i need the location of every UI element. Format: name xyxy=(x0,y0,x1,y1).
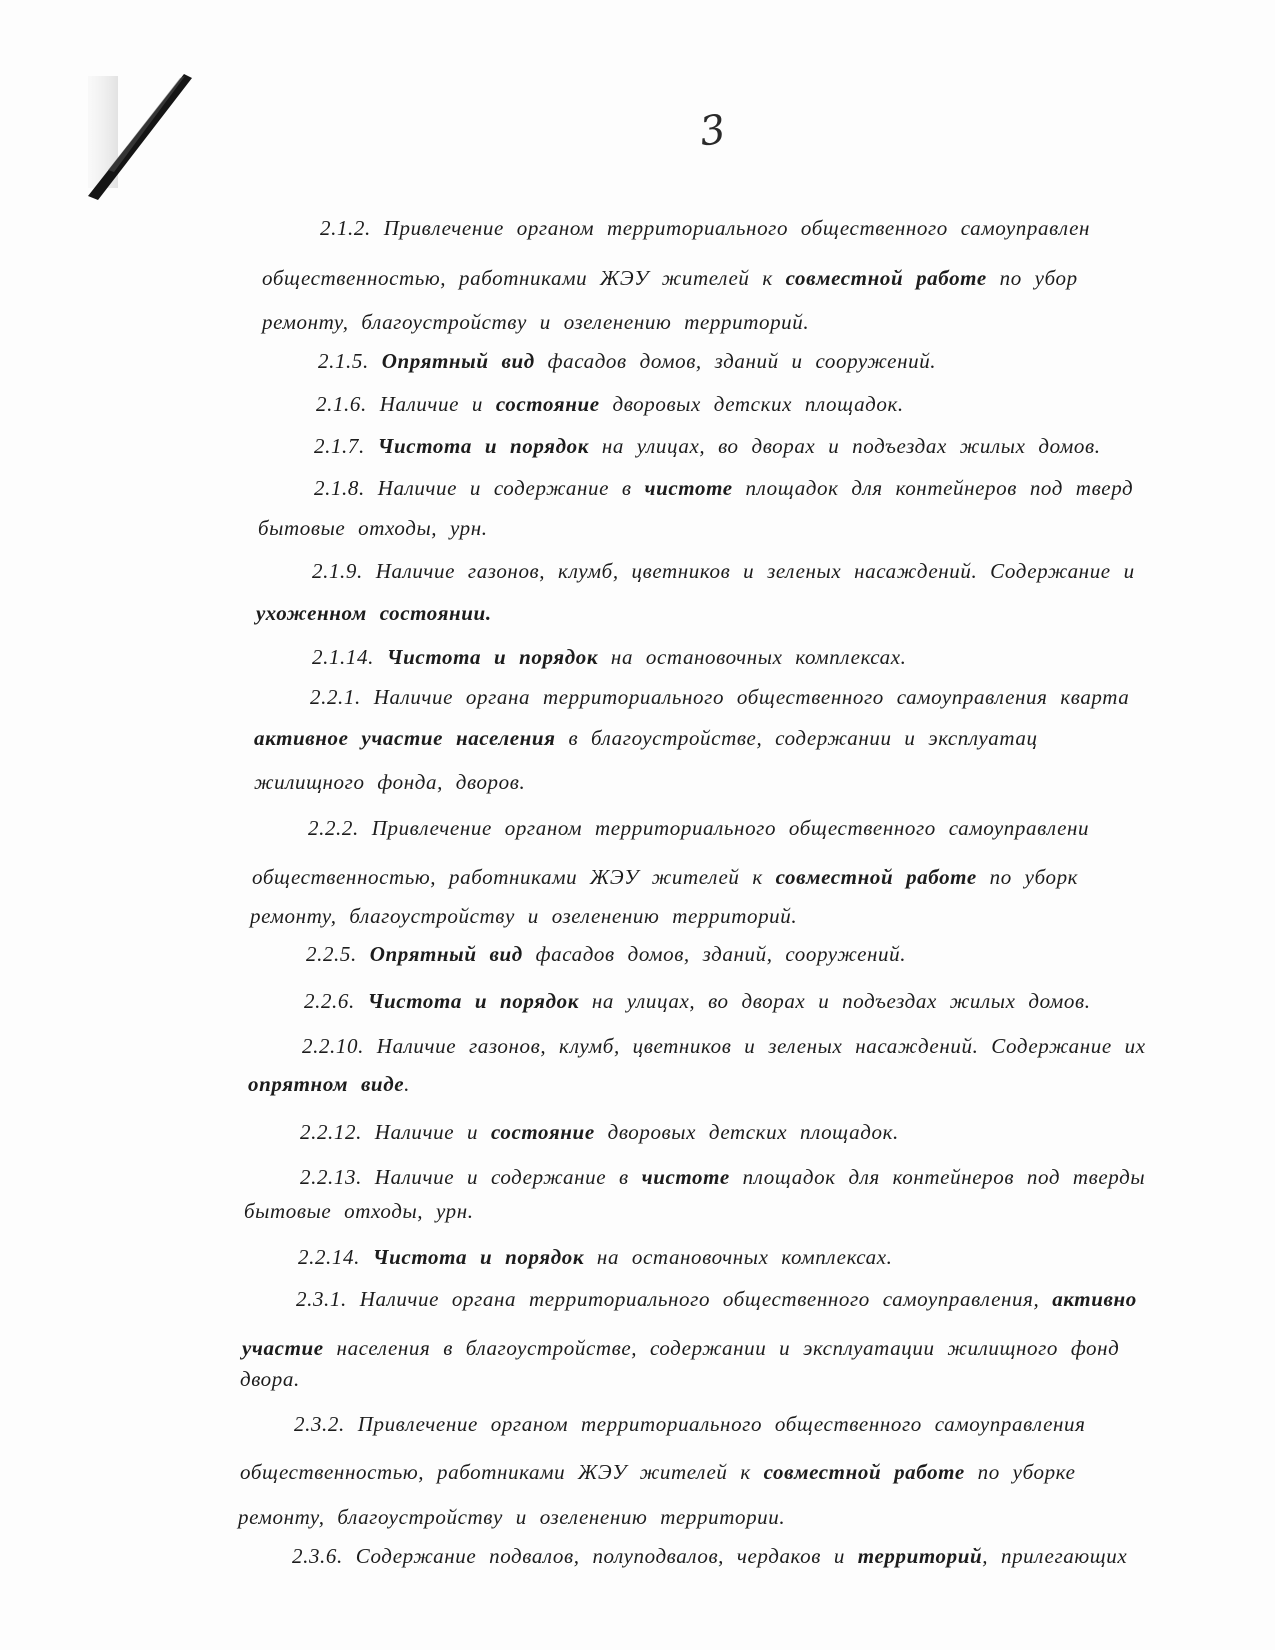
text-segment: 2.1.9. Наличие газонов, клумб, цветников и зеленых насаждений. Содержание и xyxy=(312,559,1135,583)
text-segment: дворовых детских площадок. xyxy=(599,392,904,416)
text-segment: 2.2.14. xyxy=(298,1245,373,1269)
bold-text: Опрятный вид xyxy=(369,942,523,966)
text-segment: 2.2.2. Привлечение органом территориального общественного самоуправлени xyxy=(308,816,1090,840)
paragraph-2-2-12-line-1 xyxy=(300,1116,899,1149)
bold-text: Опрятный вид xyxy=(381,349,535,373)
text-segment: фасадов домов, зданий, сооружений. xyxy=(522,942,907,966)
staple-mark xyxy=(84,72,204,208)
text-segment: 2.2.12. Наличие и xyxy=(300,1120,491,1144)
bold-text: состояние xyxy=(490,1120,595,1144)
bold-text: чистоте xyxy=(644,476,733,500)
paragraph-2-2-10-line-1 xyxy=(302,1030,1146,1063)
text-segment: 2.1.14. xyxy=(312,645,387,669)
paragraph-2-1-9-line-2 xyxy=(256,597,492,630)
text-segment: 2.1.2. Привлечение органом территориального общественного самоуправлен xyxy=(320,216,1091,240)
text-segment: 2.2.13. Наличие и содержание в xyxy=(300,1165,642,1189)
paragraph-2-2-13-line-2 xyxy=(244,1195,474,1228)
bold-text: территорий xyxy=(857,1544,983,1568)
text-segment: по уборк xyxy=(976,865,1079,889)
bold-text: чистоте xyxy=(641,1165,730,1189)
text-segment: на остановочных комплексах. xyxy=(598,645,907,669)
bold-text: Чистота и порядок xyxy=(377,434,589,458)
paragraph-2-2-1-line-2 xyxy=(254,722,1038,755)
bold-text: состояние xyxy=(495,392,600,416)
text-segment: 2.3.1. Наличие органа территориального общественного самоуправления, xyxy=(296,1287,1053,1311)
text-segment: по уборке xyxy=(964,1460,1076,1484)
paragraph-2-1-2-line-3 xyxy=(262,306,809,339)
text-segment: 2.3.6. Содержание подвалов, полуподвалов, чердаков и xyxy=(292,1544,858,1568)
paragraph-2-3-2-line-2 xyxy=(240,1456,1076,1489)
bold-text: активно xyxy=(1052,1287,1137,1311)
text-segment: дворовых детских площадок. xyxy=(594,1120,899,1144)
text-segment: на улицах, во дворах и подъездах жилых домов. xyxy=(578,989,1091,1013)
text-segment: 2.1.5. xyxy=(318,349,382,373)
text-segment: фасадов домов, зданий и сооружений. xyxy=(534,349,937,373)
paragraph-2-1-9-line-1 xyxy=(312,555,1135,588)
paragraph-2-3-1-line-1 xyxy=(296,1283,1137,1316)
paragraph-2-2-10-line-2 xyxy=(248,1068,410,1101)
bold-text: совместной работе xyxy=(785,266,987,290)
text-segment: ремонту, благоустройству и озеленению территории. xyxy=(238,1505,786,1529)
paragraph-2-3-1-line-3 xyxy=(240,1363,300,1396)
text-segment: 2.2.10. Наличие газонов, клумб, цветников и зеленых насаждений. Содержание их xyxy=(302,1034,1146,1058)
paragraph-2-2-1-line-1 xyxy=(310,681,1129,714)
text-segment: площадок для контейнеров под тверд xyxy=(732,476,1134,500)
text-segment: жилищного фонда, дворов. xyxy=(254,770,526,794)
text-segment: на улицах, во дворах и подъездах жилых домов. xyxy=(588,434,1101,458)
text-segment: . xyxy=(404,1072,411,1096)
page-number: 3 xyxy=(696,106,729,156)
text-segment: 2.3.2. Привлечение органом территориального общественного самоуправления xyxy=(294,1412,1086,1436)
text-segment: 2.1.8. Наличие и содержание в xyxy=(314,476,645,500)
bold-text: участие xyxy=(242,1336,324,1360)
paragraph-2-3-2-line-3 xyxy=(238,1501,785,1534)
text-segment: общественностью, работниками ЖЭУ жителей к xyxy=(252,865,776,889)
bold-text: Чистота и порядок xyxy=(372,1245,585,1269)
paragraph-2-2-2-line-2 xyxy=(252,861,1078,894)
text-segment: 2.1.6. Наличие и xyxy=(316,392,496,416)
paragraph-2-1-14-line-1 xyxy=(312,641,906,674)
text-segment: 2.2.6. xyxy=(304,989,368,1013)
bold-text: Чистота и порядок xyxy=(386,645,599,669)
paragraph-2-1-8-line-2 xyxy=(258,512,488,545)
paragraph-2-2-2-line-3 xyxy=(250,900,797,933)
text-segment: , прилегающих xyxy=(982,1544,1128,1568)
text-segment: ремонту, благоустройству и озеленению территорий. xyxy=(250,904,798,928)
text-segment: общественностью, работниками ЖЭУ жителей к xyxy=(262,266,786,290)
paragraph-2-2-13-line-1 xyxy=(300,1161,1145,1194)
paragraph-2-3-1-line-2 xyxy=(242,1332,1119,1365)
paragraph-2-3-6-line-1 xyxy=(292,1540,1127,1573)
text-segment: площадок для контейнеров под тверды xyxy=(729,1165,1146,1189)
text-segment: по убор xyxy=(986,266,1078,290)
text-segment: 2.2.5. xyxy=(306,942,370,966)
paragraph-2-2-14-line-1 xyxy=(298,1241,892,1274)
text-segment: бытовые отходы, урн. xyxy=(258,516,488,540)
text-segment: общественностью, работниками ЖЭУ жителей к xyxy=(240,1460,764,1484)
paragraph-2-1-2-line-1 xyxy=(320,212,1090,245)
paragraph-2-3-2-line-1 xyxy=(294,1408,1086,1441)
paragraph-2-2-6-line-1 xyxy=(304,985,1091,1018)
paragraph-2-1-2-line-2 xyxy=(262,262,1078,295)
paragraph-2-1-6-line-1 xyxy=(316,388,904,421)
text-segment: на остановочных комплексах. xyxy=(584,1245,893,1269)
paragraph-2-1-8-line-1 xyxy=(314,472,1133,505)
bold-text: активное участие населения xyxy=(254,726,556,750)
bold-text: Чистота и порядок xyxy=(367,989,579,1013)
paragraph-2-1-5-line-1 xyxy=(318,345,936,378)
bold-text: совместной работе xyxy=(775,865,977,889)
paragraph-2-2-5-line-1 xyxy=(306,938,906,971)
text-segment: двора. xyxy=(240,1367,300,1391)
text-segment: в благоустройстве, содержании и эксплуатац xyxy=(555,726,1038,750)
bold-text: опрятном виде xyxy=(248,1072,405,1096)
text-segment: ремонту, благоустройству и озеленению территорий. xyxy=(262,310,810,334)
bold-text: совместной работе xyxy=(763,1460,965,1484)
text-segment: 2.1.7. xyxy=(314,434,378,458)
paragraph-2-1-7-line-1 xyxy=(314,430,1101,463)
text-segment: бытовые отходы, урн. xyxy=(244,1199,474,1223)
bold-text: ухоженном состоянии. xyxy=(256,601,492,625)
paragraph-2-2-1-line-3 xyxy=(254,766,525,799)
paragraph-2-2-2-line-1 xyxy=(308,812,1089,845)
text-segment: 2.2.1. Наличие органа территориального общественного самоуправления кварта xyxy=(310,685,1130,709)
text-segment: населения в благоустройстве, содержании и эксплуатации жилищного фонд xyxy=(323,1336,1120,1360)
